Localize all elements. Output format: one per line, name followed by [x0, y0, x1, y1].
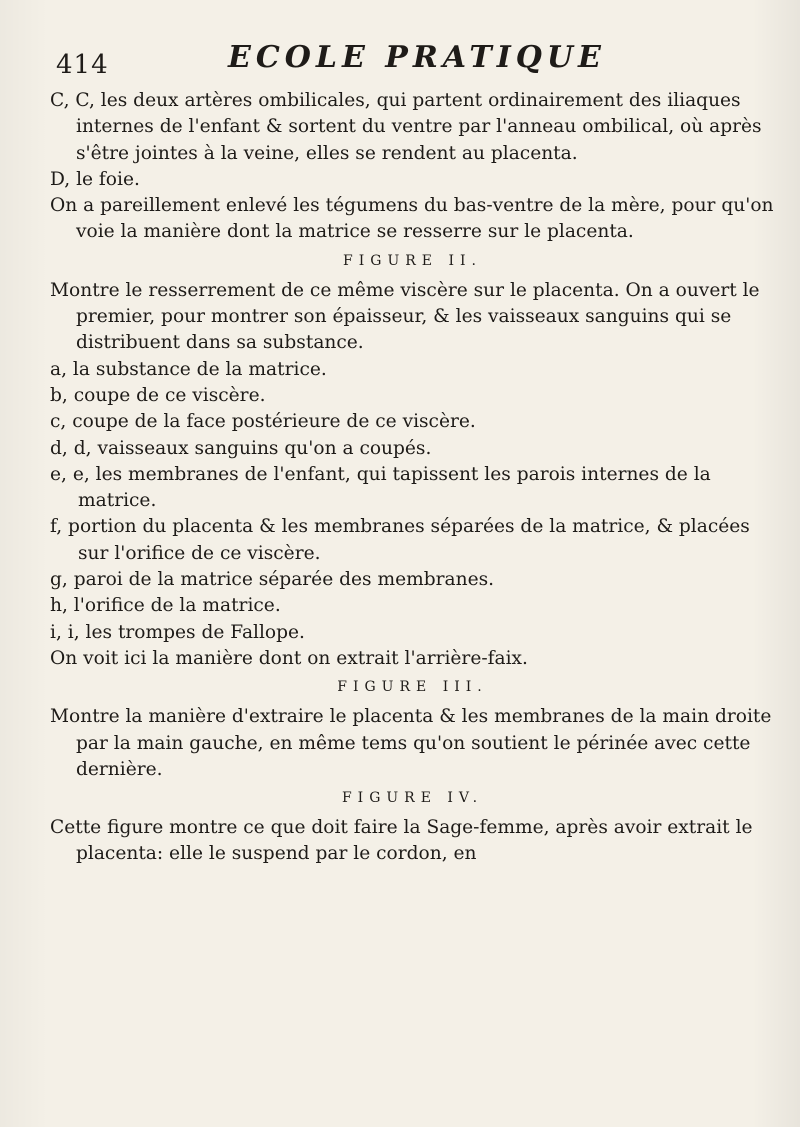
figure-caption-ii: FIGURE II.: [343, 252, 482, 269]
paragraph-figure-ii: Montre le resserrement de ce même viscère sur le placenta. On a ouvert le premier, pour montrer son épaisseur, & les vaisseaux sanguins qui se distribuent dans sa substance.: [50, 279, 760, 354]
legend-item-i: i, i, les trompes de Fallope.: [50, 621, 305, 643]
page-header: [56, 38, 756, 88]
legend-item-f: f, portion du placenta & les membranes séparées de la matrice, & placées sur l'orifice de ce viscère.: [50, 516, 750, 564]
paragraph-arteries: C, C, les deux artères ombilicales, qui partent ordinairement des iliaques internes de l'enfant & sortent du ventre par l'anneau ombilical, où après s'être jointes à la veine, elles se rendent au placenta.: [50, 90, 762, 164]
legend-item-d: d, d, vaisseaux sanguins qu'on a coupés.: [50, 437, 432, 459]
legend-item-e: e, e, les membranes de l'enfant, qui tapissent les parois internes de la matrice.: [50, 463, 711, 512]
legend-item-g: g, paroi de la matrice séparée des membranes.: [50, 569, 495, 591]
figure-caption-iii: FIGURE III.: [337, 679, 488, 696]
paragraph-tegumens: On a pareillement enlevé les tégumens du bas-ventre de la mère, pour qu'on voie la manière dont la matrice se resserre sur le placenta.: [50, 195, 774, 243]
legend-item-b: b, coupe de ce viscère.: [50, 384, 266, 406]
legend-item-c: c, coupe de la face postérieure de ce viscère.: [50, 411, 476, 433]
figure-caption-iv: FIGURE IV.: [341, 790, 484, 807]
paragraph-foie: D, le foie.: [50, 168, 140, 190]
legend-item-a: a, la substance de la matrice.: [50, 358, 327, 380]
body-text: [50, 88, 775, 868]
legend-item-h: h, l'orifice de la matrice.: [50, 595, 281, 617]
paragraph-figure-iii: Montre la manière d'extraire le placenta & les membranes de la main droite par la main gauche, en même tems qu'on soutient le périnée avec cette dernière.: [50, 706, 772, 780]
paragraph-arriere-faix: On voit ici la manière dont on extrait l'arrière-faix.: [50, 647, 528, 669]
running-title: ECOLE PRATIQUE: [228, 40, 606, 75]
page-number: 414: [56, 50, 109, 80]
paragraph-figure-iv: Cette figure montre ce que doit faire la Sage-femme, après avoir extrait le placenta: elle le suspend par le cordon, en: [50, 817, 753, 865]
